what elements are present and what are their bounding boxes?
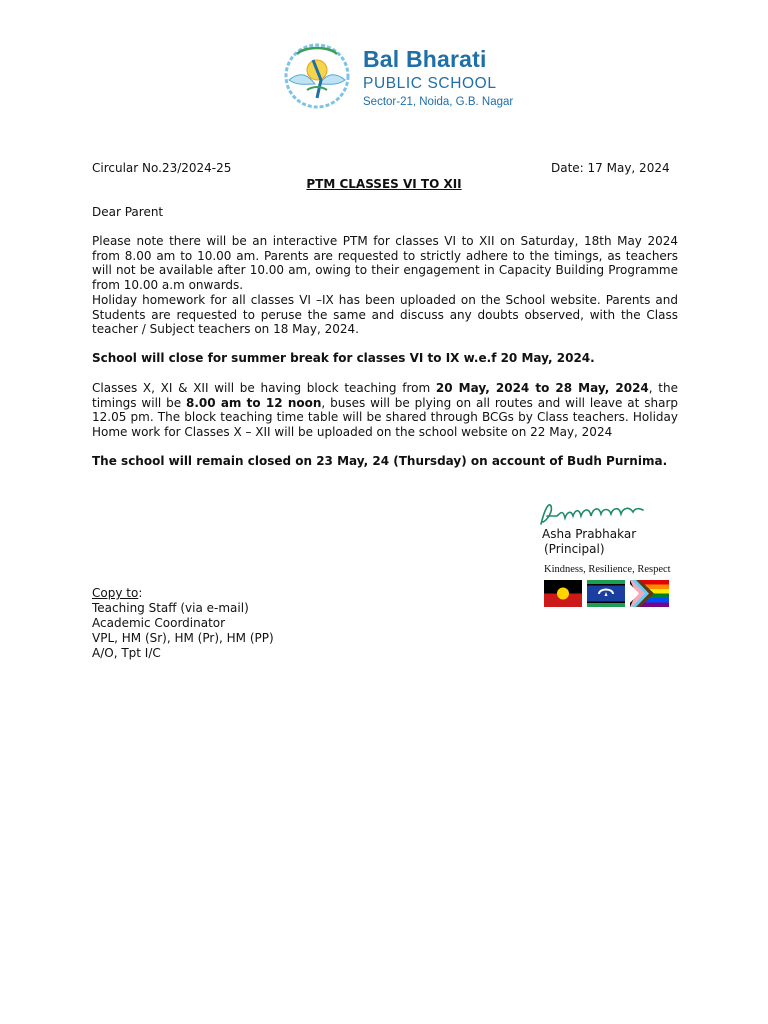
handwritten-signature xyxy=(537,498,647,530)
flags-icon xyxy=(544,580,669,607)
aboriginal-flag-icon xyxy=(544,580,582,607)
paragraph-ptm: Please note there will be an interactive PTM for classes VI to XII on Saturday, 18th May 2024 from 8.00 am to 10.00 am. Parents are requested to strictly adhere to the timings, as teachers will not be available after 10.00 am, owing to their engagement in Capacity Building Programme from 10.00 a.m onwards. xyxy=(92,234,678,292)
circular-date: Date: 17 May, 2024 xyxy=(551,161,670,175)
block-teaching-timings: 8.00 am to 12 noon xyxy=(185,395,322,410)
circular-title: PTM CLASSES VI TO XII xyxy=(306,177,462,191)
school-logo xyxy=(283,40,514,112)
paragraph-block-teaching xyxy=(92,381,678,439)
block-teaching-dates: 20 May, 2024 to 28 May, 2024 xyxy=(435,381,649,395)
school-emblem-icon xyxy=(283,40,361,112)
circular-number: Circular No.23/2024-25 xyxy=(92,161,232,175)
copy-to-colon: : xyxy=(138,586,143,600)
block-teaching-text-1: Classes X, XI & XII will be having block teaching from xyxy=(92,381,436,395)
copy-to-item: Academic Coordinator xyxy=(92,616,226,630)
greeting: Dear Parent xyxy=(92,205,164,219)
signatory-name: Asha Prabhakar xyxy=(542,527,637,541)
school-motto: Kindness, Resilience, Respect xyxy=(544,564,671,575)
school-address: Sector-21, Noida, G.B. Nagar xyxy=(363,96,514,108)
school-name: Bal Bharati xyxy=(363,46,487,72)
pride-flag-icon xyxy=(630,580,669,607)
block-teaching-text-3: , buses will be plying on all routes and will leave at sharp 12.05 pm. The block teaching time table will be shared through BCGs by Class teachers. Holiday Home work for Classes X – XII will be uploaded on the school website on 22 May, 2024 xyxy=(92,395,678,439)
paragraph-holiday-homework: Holiday homework for all classes VI –IX has been uploaded on the School website. Parents and Students are requested to peruse the same and discuss any doubts observed, with the Class teacher / Subject teachers on 18 May, 2024. xyxy=(92,293,678,337)
paragraph-summer-break: School will close for summer break for classes VI to IX w.e.f 20 May, 2024. xyxy=(92,351,595,365)
paragraph-school-closed: The school will remain closed on 23 May, 24 (Thursday) on account of Budh Purnima. xyxy=(92,454,668,468)
block-teaching-text-2: , the timings will be xyxy=(92,381,679,410)
copy-to-label: Copy to xyxy=(92,586,139,600)
school-type: PUBLIC SCHOOL xyxy=(363,75,497,92)
copy-to-item: VPL, HM (Sr), HM (Pr), HM (PP) xyxy=(92,631,274,645)
torres-strait-flag-icon xyxy=(587,580,625,607)
signatory-designation: (Principal) xyxy=(544,542,605,556)
copy-to-item: Teaching Staff (via e-mail) xyxy=(92,601,249,615)
copy-to-item: A/O, Tpt I/C xyxy=(92,646,161,660)
copy-to-heading xyxy=(92,586,142,601)
